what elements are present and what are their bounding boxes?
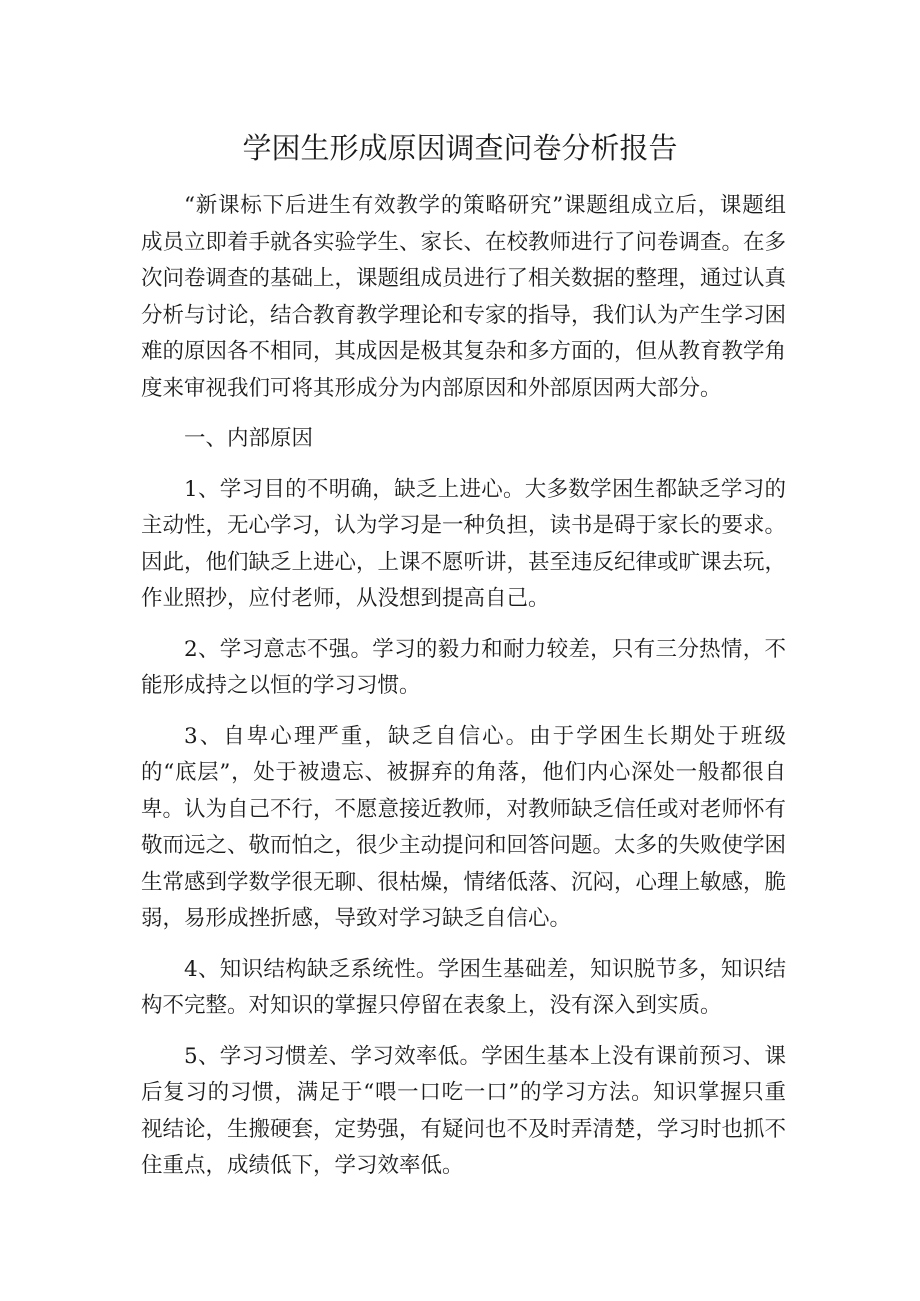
paragraph-item-1: 1、学习目的不明确，缺乏上进心。大多数学困生都缺乏学习的主动性，无心学习，认为学习是一种负担，读书是碍于家长的要求。因此，他们缺乏上进心，上课不愿听讲，甚至违反纪律或旷课去玩，作业照抄，应付老师，从没想到提高自己。 — [141, 476, 787, 611]
paragraph-item-2: 2、学习意志不强。学习的毅力和耐力较差，只有三分热情，不能形成持之以恒的学习习惯。 — [141, 636, 786, 698]
paragraph-item-4: 4、知识结构缺乏系统性。学困生基础差，知识脱节多，知识结构不完整。对知识的掌握只停留在表象上，没有深入到实质。 — [141, 956, 786, 1018]
paragraph-item-5: 5、学习习惯差、学习效率低。学困生基本上没有课前预习、课后复习的习惯，满足于“喂一口吃一口”的学习方法。知识掌握只重视结论，生搬硬套，定势强，有疑问也不及时弄清楚，学习时也抓不住重点，成绩低下，学习效率低。 — [141, 1043, 787, 1178]
document-body — [141, 188, 786, 1185]
section-heading: 一、内部原因 — [184, 426, 314, 451]
intro-paragraph: “新课标下后进生有效教学的策略研究”课题组成立后，课题组成员立即着手就各实验学生、家长、在校教师进行了问卷调查。在多次问卷调查的基础上，课题组成员进行了相关数据的整理，通过认真分析与讨论，结合教育教学理论和专家的指导，我们认为产生学习困难的原因各不相同，其成因是极其复杂和多方面的，但从教育教学角度来审视我们可将其形成分为内部原因和外部原因两大部分。 — [141, 193, 787, 401]
paragraph-item-3: 3、自卑心理严重，缺乏自信心。由于学困生长期处于班级的“底层”，处于被遗忘、被摒弃的角落，他们内心深处一般都很自卑。认为自己不行，不愿意接近教师，对教师缺乏信任或对老师怀有敬而远之、敬而怕之，很少主动提问和回答问题。太多的失败使学困生常感到学数学很无聊、很枯燥，情绪低落、沉闷，心理上敏感，脆弱，易形成挫折感，导致对学习缺乏自信心。 — [141, 723, 787, 931]
document-title: 学困生形成原因调查问卷分析报告 — [242, 131, 678, 165]
